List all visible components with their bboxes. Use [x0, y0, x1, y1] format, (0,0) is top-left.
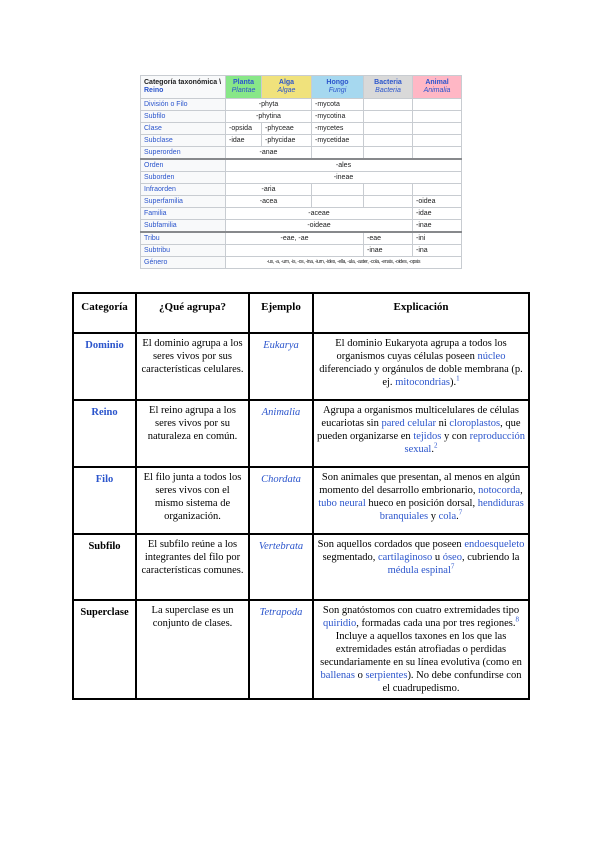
kingdom-common-link[interactable]: Animal: [425, 79, 449, 86]
suffix-corner-cell: [141, 76, 226, 99]
taxon-rank-link[interactable]: Subfilo: [141, 111, 226, 123]
reference-sup[interactable]: 7: [458, 508, 463, 517]
suffix-cell: -mycetes: [312, 123, 364, 135]
taxon-rank-link[interactable]: Orden: [141, 159, 226, 172]
kingdom-common-link[interactable]: Planta: [232, 79, 254, 86]
wiki-link[interactable]: ballenas: [320, 670, 355, 682]
rank-table-body: [73, 333, 529, 699]
wiki-link[interactable]: tubo neural: [318, 498, 366, 510]
suffix-cell: [312, 147, 364, 160]
suffix-cell: [364, 123, 413, 135]
text-run: y con: [441, 431, 470, 443]
suffix-header-row: [141, 76, 462, 99]
explicacion-cell: [313, 400, 529, 467]
text-run: , que pueden organizarse en: [317, 418, 521, 443]
category-cell[interactable]: Dominio: [73, 333, 136, 400]
rank-row: [73, 333, 529, 400]
suffix-cell: -idae: [413, 208, 462, 220]
category-cell[interactable]: Reino: [73, 400, 136, 467]
ejemplo-link[interactable]: Vertebrata: [249, 534, 313, 600]
suffix-cell: -mycota: [312, 99, 364, 111]
suffix-cell: -us, -a, -um, -is, -os, -ina, -ium, -ides, -ella, -ula, -aster, -cola, -ensis, -oides, -opsis: [226, 257, 462, 269]
suffix-cell: [312, 196, 364, 208]
que-agrupa-cell: El reino agrupa a los seres vivos por su naturaleza en común.: [136, 400, 249, 467]
suffix-cell: [413, 123, 462, 135]
text-run: ). No debe confundirse con el cuadrupedismo.: [382, 670, 522, 695]
kingdom-latin-link[interactable]: Plantae: [231, 87, 256, 94]
suffix-cell: [364, 184, 413, 196]
wiki-link[interactable]: quiridio: [323, 618, 357, 630]
taxon-rank-link[interactable]: Suborden: [141, 172, 226, 184]
text-run: , cubriendo la: [461, 552, 520, 564]
text-run: ni: [435, 418, 450, 430]
ejemplo-link[interactable]: Animalia: [249, 400, 313, 467]
suffix-cell: -idae: [226, 135, 262, 147]
suffix-cell: [413, 184, 462, 196]
category-cell: Subfilo: [73, 534, 136, 600]
wiki-link[interactable]: núcleo: [477, 351, 506, 363]
kingdom-header-alga: [262, 76, 312, 99]
suffix-cell: [413, 99, 462, 111]
suffix-cell: [226, 245, 364, 257]
suffix-cell: -phytina: [226, 111, 312, 123]
wiki-link[interactable]: pared celular: [381, 418, 436, 430]
taxon-rank-link[interactable]: Clase: [141, 123, 226, 135]
text-run: y: [428, 511, 439, 523]
text-run: .: [431, 444, 434, 456]
text-run: diferenciado y orgánulos de doble membrana (p. ej.: [319, 364, 523, 389]
rank-table-wrap: [72, 292, 530, 700]
taxon-rank-link[interactable]: Familia: [141, 208, 226, 220]
kingdom-latin-link[interactable]: Bacteria: [375, 87, 401, 94]
kingdom-header-planta: [226, 76, 262, 99]
wiki-link[interactable]: óseo: [442, 552, 462, 564]
suffix-cell: -ales: [226, 159, 462, 172]
rank-table-header-row: [73, 293, 529, 333]
suffix-cell: [312, 184, 364, 196]
taxon-rank-link[interactable]: Tribu: [141, 232, 226, 245]
suffix-cell: -eae, -ae: [226, 232, 364, 245]
rank-row: [73, 400, 529, 467]
taxon-rank-link[interactable]: Infraorden: [141, 184, 226, 196]
reference-sup[interactable]: 2: [433, 441, 438, 450]
suffix-row: [141, 147, 462, 160]
suffix-row: [141, 257, 462, 269]
suffix-cell: -ini: [413, 232, 462, 245]
explicacion-cell: [313, 534, 529, 600]
suffix-table: [140, 75, 462, 269]
kingdom-header-animal: [413, 76, 462, 99]
suffix-row: [141, 220, 462, 233]
kingdom-common-link[interactable]: Alga: [278, 79, 295, 86]
suffix-row: [141, 245, 462, 257]
rank-row: [73, 534, 529, 600]
suffix-cell: -phyceae: [262, 123, 312, 135]
text-run: .: [456, 511, 459, 523]
suffix-cell: [364, 99, 413, 111]
text-run: u: [432, 552, 443, 564]
kingdom-latin-link[interactable]: Animalia: [423, 87, 451, 94]
suffix-row: [141, 232, 462, 245]
suffix-cell: -ineae: [226, 172, 462, 184]
suffix-cell: -phycidae: [262, 135, 312, 147]
reference-sup[interactable]: 7: [450, 562, 455, 571]
category-cell: Superclase: [73, 600, 136, 699]
que-agrupa-cell: El subfilo reúne a los integrantes del filo por características comunes.: [136, 534, 249, 600]
text-run: , formadas cada una por tres regiones.: [356, 618, 516, 630]
kingdom-header-hongo: [312, 76, 364, 99]
suffix-cell: -ina: [413, 245, 462, 257]
taxon-rank-link[interactable]: División o Filo: [141, 99, 226, 111]
suffix-row: [141, 159, 462, 172]
text-run: ).: [450, 377, 457, 389]
text-run: El dominio Eukaryota agrupa a todos los organismos cuyas células poseen: [335, 338, 507, 363]
wiki-link[interactable]: mitocondrias: [395, 377, 451, 389]
suffix-cell: -mycotina: [312, 111, 364, 123]
text-run: Agrupa a organismos multicelulares de células eucariotas sin: [321, 405, 520, 430]
suffix-cell: [364, 147, 413, 160]
header-que-agrupa: ¿Qué agrupa?: [136, 293, 249, 333]
wiki-link[interactable]: cola: [438, 511, 457, 523]
text-run: Son animales que presentan, al menos en algún momento del desarrollo embrionario,: [319, 472, 521, 497]
suffix-row: [141, 99, 462, 111]
suffix-row: [141, 196, 462, 208]
explicacion-cell: [313, 333, 529, 400]
ejemplo-link[interactable]: Eukarya: [249, 333, 313, 400]
kingdom-latin-link[interactable]: Fungi: [328, 87, 347, 94]
reference-sup[interactable]: 8: [515, 615, 519, 624]
suffix-cell: -acea: [226, 196, 312, 208]
wiki-link[interactable]: notocorda: [478, 485, 521, 497]
suffix-cell: -aceae: [226, 208, 413, 220]
taxon-rank-link[interactable]: Género: [141, 257, 226, 269]
reino-link[interactable]: Reino: [144, 87, 164, 94]
suffix-cell: [413, 111, 462, 123]
wiki-link[interactable]: serpientes: [365, 670, 408, 682]
header-explicacion: Explicación: [313, 293, 529, 333]
rank-row: [73, 600, 529, 699]
suffix-cell: [413, 147, 462, 160]
ejemplo-link[interactable]: Tetrapoda: [249, 600, 313, 699]
wiki-link[interactable]: reproducción sexual: [404, 431, 526, 456]
suffix-cell: -inae: [413, 220, 462, 233]
explicacion-cell: [313, 600, 529, 699]
suffix-row: [141, 172, 462, 184]
suffix-row: [141, 135, 462, 147]
wiki-link[interactable]: endoesqueleto: [464, 539, 525, 550]
kingdom-header-bacteria: [364, 76, 413, 99]
suffix-cell: -oidea: [413, 196, 462, 208]
rank-table: [72, 292, 530, 700]
taxon-rank-link[interactable]: Superfamilia: [141, 196, 226, 208]
kingdom-latin-link[interactable]: Algae: [277, 87, 296, 94]
suffix-row: [141, 208, 462, 220]
suffix-cell: -inae: [364, 245, 413, 257]
suffix-cell: [364, 135, 413, 147]
corner-label: Categoría taxonómica \: [144, 79, 222, 86]
kingdom-common-link[interactable]: Hongo: [326, 79, 349, 86]
suffix-cell: -oideae: [226, 220, 413, 233]
taxon-rank-link[interactable]: Subfamilia: [141, 220, 226, 233]
text-run: Son aquellos cordados que poseen: [317, 539, 465, 550]
suffix-cell: [364, 196, 413, 208]
suffix-cell: -mycetidae: [312, 135, 364, 147]
reference-sup[interactable]: 1: [456, 374, 460, 383]
que-agrupa-cell: La superclase es un conjunto de clases.: [136, 600, 249, 699]
wiki-link[interactable]: tejidos: [413, 431, 442, 443]
text-run: Incluye a aquellos taxones en los que las extremidades están atrofiadas o perdidas secundariamente en su línea evolutiva (como en: [320, 631, 522, 669]
header-ejemplo: Ejemplo: [249, 293, 313, 333]
ejemplo-link[interactable]: Chordata: [249, 467, 313, 534]
header-categoria: Categoría: [73, 293, 136, 333]
taxon-rank-link[interactable]: Subclase: [141, 135, 226, 147]
taxon-rank-link[interactable]: Subtribu: [141, 245, 226, 257]
suffix-cell: [364, 111, 413, 123]
text-run: segmentado,: [322, 552, 378, 564]
text-run: Son gnatóstomos con cuatro extremidades tipo: [322, 605, 520, 616]
text-run: hueco en posición dorsal,: [365, 498, 478, 510]
suffix-cell: -phyta: [226, 99, 312, 111]
wiki-link[interactable]: médula espinal: [387, 565, 451, 577]
text-run: ,: [520, 485, 523, 497]
suffix-cell: [413, 135, 462, 147]
suffix-cell: -eae: [364, 232, 413, 245]
que-agrupa-cell: El dominio agrupa a los seres vivos por sus características celulares.: [136, 333, 249, 400]
text-run: o: [354, 670, 366, 682]
kingdom-common-link[interactable]: Bacteria: [374, 79, 402, 86]
wiki-link[interactable]: hendiduras branquiales: [379, 498, 524, 523]
suffix-cell: -anae: [226, 147, 312, 160]
rank-row: [73, 467, 529, 534]
category-cell[interactable]: Filo: [73, 467, 136, 534]
suffix-row: [141, 111, 462, 123]
suffix-cell: -aria: [226, 184, 312, 196]
wiki-link[interactable]: cartilaginoso: [377, 552, 433, 564]
taxon-rank-link[interactable]: Superorden: [141, 147, 226, 160]
suffix-row: [141, 184, 462, 196]
suffix-cell: -opsida: [226, 123, 262, 135]
suffix-row: [141, 123, 462, 135]
que-agrupa-cell: El filo junta a todos los seres vivos con el mismo sistema de organización.: [136, 467, 249, 534]
wiki-link[interactable]: cloroplastos: [449, 418, 501, 430]
explicacion-cell: [313, 467, 529, 534]
suffix-table-grid: [140, 75, 462, 269]
